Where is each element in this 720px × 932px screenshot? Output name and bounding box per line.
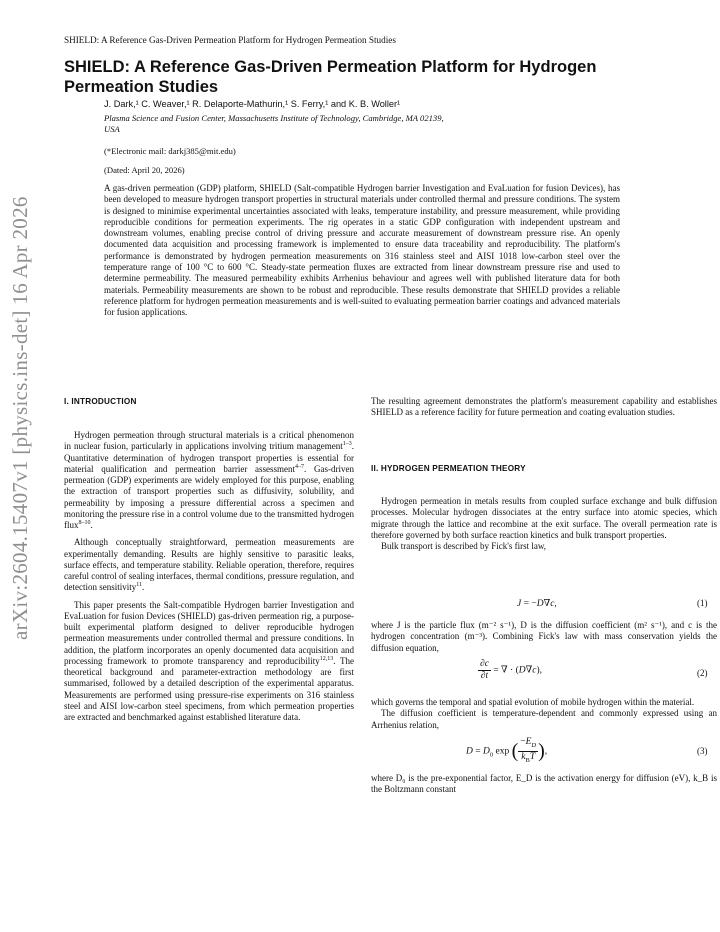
running-head: SHIELD: A Reference Gas-Driven Permeation Platform for Hydrogen Permeation Studies: [64, 35, 396, 45]
theory-body-1: [371, 496, 717, 552]
theory-body-2: [371, 620, 717, 654]
section-heading-theory: II. HYDROGEN PERMEATION THEORY: [371, 464, 526, 473]
paragraph: This paper presents the Salt-compatible Hydrogen barrier Investigation and EvaLuation for fusion Devices (SHIELD) gas-driven permeation rig, a purpose-built experimental platform designed to deliver reproducible hydrogen permeation measurements under controlled thermal and pressure conditions. In addition, the platform incorporates an openly documented data acquisition and processing framework to promote transparency and reproducibility$^{12,13}$. The theoretical background and parameter-extraction methodology are first summarised, followed by a detailed description of the experimental apparatus. Measurements are performed using pressure-rise experiments on 316 stainless steel and AISI low-carbon steel specimens, from which permeation properties are extracted and benchmarked against established literature data.: [64, 599, 354, 722]
paragraph: which governs the temporal and spatial evolution of mobile hydrogen within the material.: [371, 697, 695, 707]
equation-2: $\frac{\partial c}{\partial t}$ = ∇ · (D∇c),: [480, 659, 543, 681]
paragraph: where D₀ is the pre-exponential factor, E_D is the activation energy for diffusion (eV), k_B is the Boltzmann constant: [371, 773, 717, 795]
paper-title: SHIELD: A Reference Gas-Driven Permeation Platform for Hydrogen Permeation Studies: [64, 58, 597, 96]
section-heading-introduction: I. INTRODUCTION: [64, 397, 137, 406]
right-column-lead: [371, 396, 717, 419]
paragraph: where J is the particle flux (m⁻² s⁻¹), D is the diffusion coefficient (m² s⁻¹), and c is the hydrogen concentration (m⁻³). Combining Fick's law with mass conservation yields the diffusion equation,: [371, 620, 717, 653]
paragraph: Hydrogen permeation through structural materials is a critical phenomenon in nuclear fusion, particularly in applications involving tritium management$^{1-3}$. Quantitative determination of hydrogen transport properties is essential for material qualification and permeation barrier assessment$^{4-7}$. Gas-driven permeation (GDP) experiments are widely employed for this purpose, enabling the extraction of transport properties such as diffusivity, solubility, and permeability by imposing a pressure differential across a specimen and monitoring the pressure rise in a control volume due to the transmitted hydrogen flux$^{8-10}$.: [64, 430, 354, 530]
equation-3: $D = D_0$ exp ( $\frac{-E_D}{k_BT}$ ),: [466, 737, 548, 764]
introduction-body: [64, 430, 354, 723]
paragraph: The resulting agreement demonstrates the platform's measurement capability and establishes SHIELD as a reference facility for future permeation and coating evaluation studies.: [371, 396, 717, 418]
equation-number: (3): [697, 746, 708, 756]
equation-number: (1): [697, 598, 708, 608]
paragraph: Hydrogen permeation in metals results from coupled surface exchange and bulk diffusion processes. Molecular hydrogen dissociates at the entry surface into atomic species, which migrate through the lattice and recombine at the exit surface. The overall permeation rate is therefore governed by both surface reaction kinetics and bulk transport properties.: [371, 496, 717, 540]
author-list: J. Dark,¹ C. Weaver,¹ R. Delaporte-Mathurin,¹ S. Ferry,¹ and K. B. Woller¹: [104, 99, 401, 109]
email-note: (*Electronic mail: darkj385@mit.edu): [104, 146, 236, 156]
paragraph: Bulk transport is described by Fick's first law,: [381, 541, 547, 551]
affiliation-line: Plasma Science and Fusion Center, Massachusetts Institute of Technology, Cambridge, MA 02139,: [104, 113, 444, 123]
theory-body-3: [371, 697, 717, 731]
abstract: A gas-driven permeation (GDP) platform, SHIELD (Salt-compatible Hydrogen barrier Investigation and EvaLuation for fusion Devices), has been developed to measure hydrogen transport properties in structural materials under controlled thermal and pressure conditions. The system is designed to minimise experimental uncertainties associated with leaks, temperature instability, and pressure measurement, while providing reproducible conditions for permeation experiments. The rig operates in a static GDP configuration with independent upstream and downstream volumes, enabling precise control of driving pressure and accurate measurement of downstream pressure rise. An openly documented data acquisition and processing framework is implemented to ensure data traceability and reproducibility. The platform's performance is demonstrated by hydrogen permeation measurements on 316 stainless steel and AISI 1018 low-carbon steel over the temperature range of 100 °C to 600 °C. Steady-state permeation fluxes are extracted from linear downstream pressure rise and used to determine permeability. The measured permeability exhibits Arrhenius behaviour and agrees well with published literature data for both materials. Permeability measurements are shown to be robust and reproducible. These results demonstrate that SHIELD provides a reliable reference platform for hydrogen permeation measurements and is well-suited to evaluating permeation barrier coatings and advanced materials for fusion applications.: [104, 183, 620, 318]
theory-body-4: [371, 773, 717, 796]
equation-number: (2): [697, 668, 708, 678]
affiliation: [104, 113, 664, 136]
equation-1: J = −D∇c,: [517, 599, 557, 609]
arxiv-identifier: arXiv:2604.15407v1 [physics.ins-det] 16 Apr 2026: [8, 196, 32, 640]
affiliation-line: USA: [104, 124, 120, 135]
dated-note: (Dated: April 20, 2026): [104, 165, 185, 175]
paragraph: Although conceptually straightforward, permeation measurements are experimentally demanding. Results are highly sensitive to parasitic leaks, surface effects, and temperature stability. Reliable operation, therefore, requires careful control of sealing interfaces, thermal conditions, pressure regulation, and detection sensitivity$^{11}$.: [64, 537, 354, 593]
paragraph: The diffusion coefficient is temperature-dependent and commonly expressed using an Arrhenius relation,: [371, 708, 717, 730]
